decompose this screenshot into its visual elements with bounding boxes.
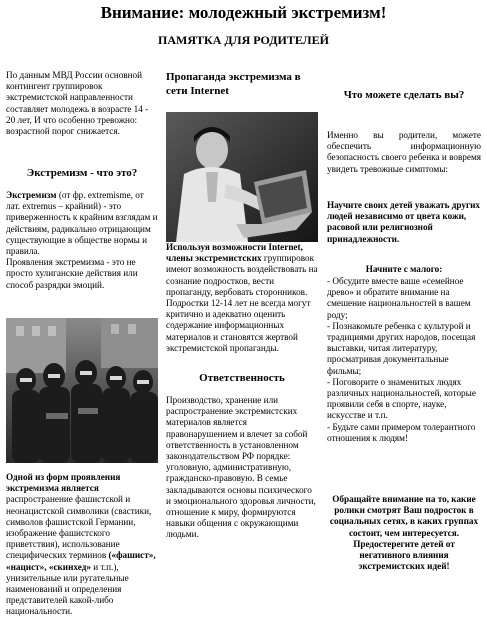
internet-heading: Пропаганда экстремизма в сети Internet (166, 71, 301, 97)
start-small-heading: Начните с малого: (365, 264, 443, 274)
forms-text-b: и т.п.), унизительные или ругательные наименований и определения представителей какой-либо национальности. (6, 561, 129, 617)
closing-advice-text: Обращайте внимание на то, какие ролики смотрят Ваш подросток в социальных сетях, в каких группах состоит, чем интересуется. Предостерегите детей от негативного влияния экстремистских идей! (329, 494, 479, 572)
definition-term: Экстремизм (6, 190, 57, 200)
col1-intro (6, 70, 158, 137)
hooded-youth-group-image (6, 318, 158, 463)
definition-text: (от фр. extremisme, от лат. extremus – крайний) - это приверженность к крайним взглядам и действиям, радикально отрицающим существующие в обществе нормы и правила. (6, 190, 158, 257)
advice-item: - Познакомьте ребенка с культурой и традициями других народов, посещая выставки, читая литературу, просматривая документальные фильмы; (327, 320, 476, 376)
forms-terms: («фашист», «нацист», «скинхед» (6, 550, 156, 572)
responsibility-heading: Ответственность (199, 372, 285, 384)
teen-at-laptop-image (166, 112, 318, 242)
responsibility-text: Производство, хранение или распространение экстремистских материалов является правонарушением и влечет за собой ответственность в установленном законодательством РФ порядке: уголовную, административную, гражданско-правовую. В семье закладываются основы психического и эмоционального здоровья личности, отношение к миру, формируются навыки общения с окружающими людьми. (166, 395, 316, 540)
forms-bold-text: Одной из форм проявления экстремизма является (6, 472, 121, 494)
extremism-heading: Экстремизм - что это? (26, 167, 138, 179)
internet-photo (166, 112, 318, 242)
forms-section (6, 472, 158, 618)
parents-intro (327, 130, 481, 175)
extremism-definition (6, 190, 158, 291)
definition-extra: Проявления экстремизма - это не просто хулиганские действия или способ разрядки эмоций. (6, 257, 138, 290)
internet-text: группировок имеют возможность воздействовать на сознание подростков, вести пропаганду, вербовать сторонников. Подростки 12-14 лет не всегда могут критично и адекватно оценить содержание информационных материалов и становятся жертвой экстремистской пропаганды. (166, 253, 318, 353)
advice-item: - Будьте сами примером толерантного отношения к людям! (327, 421, 476, 443)
responsibility-body (166, 395, 318, 541)
intro-text: По данным МВД России основной контингент группировок экстремистской направленности составляет молодежь в возрасте 14 - 20 лет, И что особенно тревожно: возрастной порог снижается. (6, 70, 149, 137)
what-can-you-do-heading: Что можете сделать вы? (343, 89, 465, 101)
page-title: Внимание: молодежный экстремизм! (100, 3, 387, 22)
internet-bold-text: Используя возможности Internet, члены экстремистских (166, 242, 303, 264)
teach-respect-text: Научите своих детей уважать других людей независимо от цвета кожи, расовой или религиозной принадлежности. (327, 200, 481, 244)
closing-advice (327, 494, 481, 572)
forms-text-a: распространение фашистской и неонацистской символики (свастики, символов фашистской Германии, изображение фашистского приветствия), использование специфических терминов (6, 494, 152, 561)
advice-item: - Обсудите вместе ваше «семейное древо» и обратите внимание на смешение национальностей в вашем роду; (327, 276, 471, 320)
teach-respect (327, 200, 481, 245)
internet-body (166, 242, 318, 354)
parents-intro-text: Именно вы родители, можете обеспечить информационную безопасность своего ребенка и вовремя увидеть тревожные симптомы: (327, 130, 481, 174)
page-subtitle: ПАМЯТКА ДЛЯ РОДИТЕЛЕЙ (158, 33, 329, 47)
advice-item: - Поговорите о знаменитых людях различных национальностей, которые проявили себя в спорте, науке, искусстве и т.п. (327, 376, 476, 421)
group-photo (6, 318, 158, 463)
advice-list (327, 276, 481, 444)
